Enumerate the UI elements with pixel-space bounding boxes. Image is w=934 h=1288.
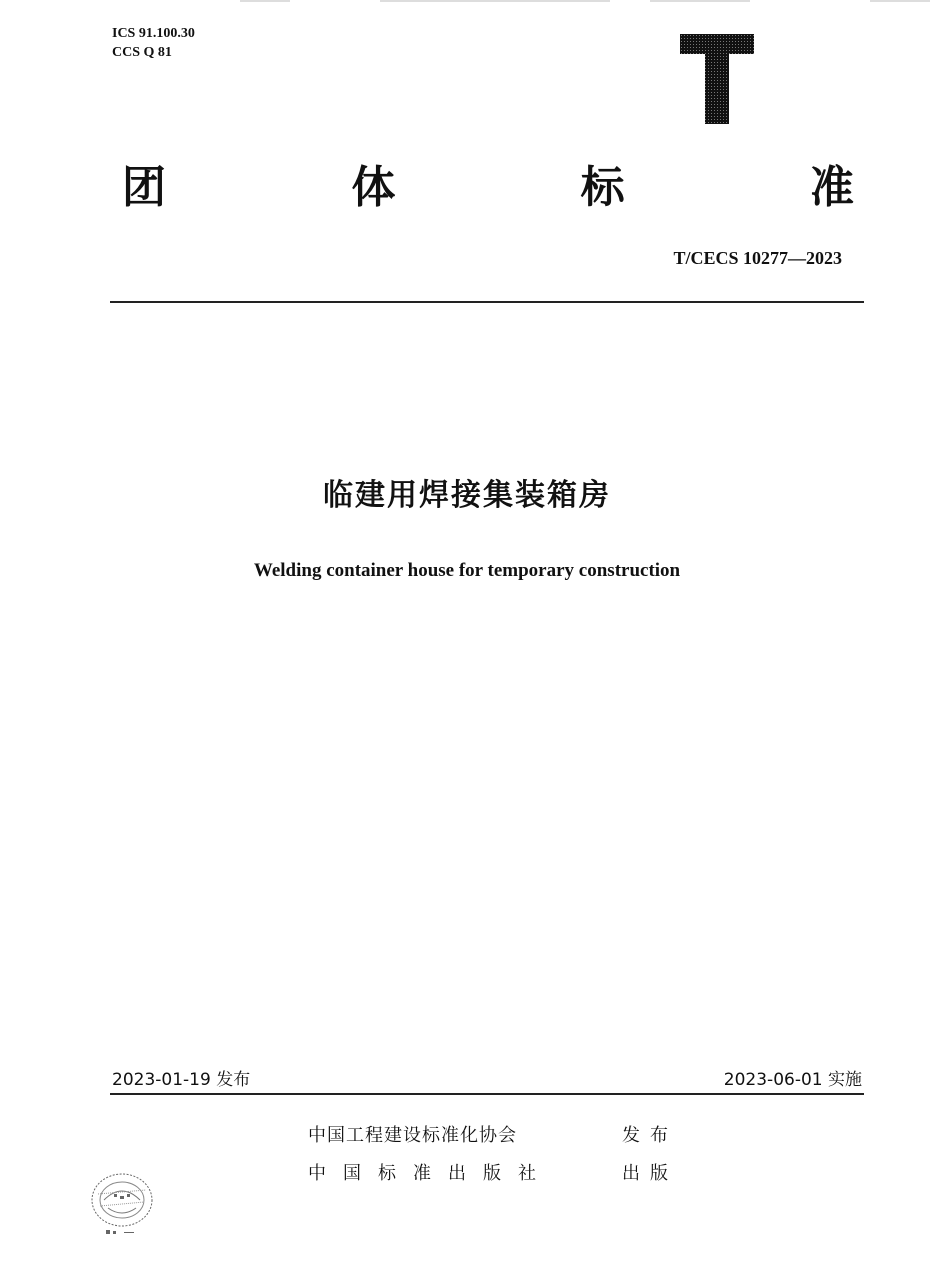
title-char: 体	[351, 162, 396, 213]
footer-divider	[110, 1093, 864, 1095]
issuing-organization: 中国工程建设标准化协会	[308, 1125, 517, 1146]
main-title-chinese: 临建用焊接集装箱房	[323, 478, 611, 513]
title-char: 准	[809, 162, 854, 213]
publishing-organization: 中国标准出版社	[308, 1163, 553, 1184]
t-logo-icon	[680, 34, 754, 124]
standard-type-title	[122, 158, 854, 218]
ics-code: ICS 91.100.30	[112, 26, 195, 41]
publishing-action: 出版	[622, 1163, 678, 1184]
title-char: 标	[580, 162, 625, 213]
implementation-date: 2023-06-01 实施	[723, 1070, 862, 1090]
standard-number: T/CECS 10277—2023	[673, 248, 842, 268]
issuing-action: 发布	[622, 1125, 678, 1146]
main-title-english: Welding container house for temporary construction	[253, 560, 681, 581]
issue-date: 2023-01-19 发布	[112, 1070, 251, 1090]
ccs-code: CCS Q 81	[112, 45, 172, 60]
publisher-stamp-icon	[78, 1160, 170, 1242]
scan-edge-marks	[230, 0, 934, 3]
classification-codes	[112, 24, 195, 62]
title-char: 团	[122, 162, 166, 213]
header-divider	[110, 301, 864, 303]
